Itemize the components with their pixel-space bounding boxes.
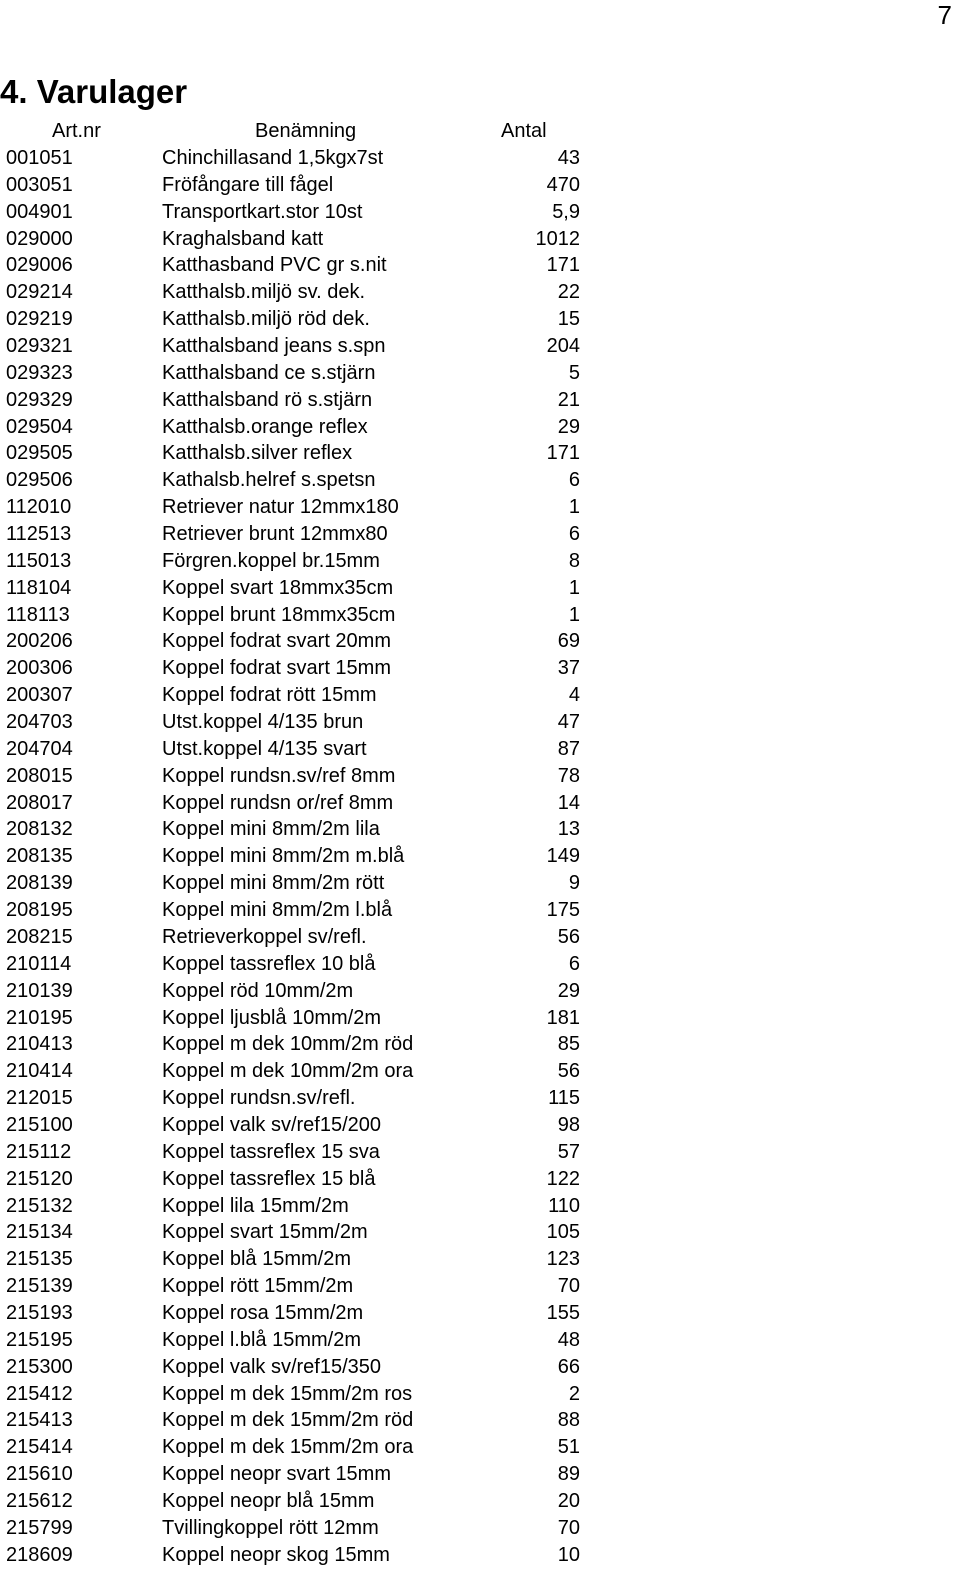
benamning-cell: Koppel mini 8mm/2m l.blå (162, 899, 393, 922)
table-row (0, 1542, 960, 1569)
benamning-cell: Koppel fodrat rött 15mm (162, 684, 377, 707)
antal-cell: 69 (557, 630, 580, 653)
artnr-cell: 210114 (6, 952, 72, 975)
table-row (0, 951, 960, 978)
benamning-cell: Koppel ljusblå 10mm/2m (162, 1006, 381, 1029)
antal-cell: 70 (557, 1516, 580, 1539)
artnr-cell: 112010 (6, 496, 72, 519)
artnr-cell: 208132 (6, 818, 73, 841)
column-header-benamning: Benämning (255, 120, 357, 142)
table-row (0, 1327, 960, 1354)
artnr-cell: 029219 (6, 308, 73, 331)
benamning-cell: Katthalsb.miljö sv. dek. (162, 281, 366, 304)
inventory-table (0, 145, 960, 1569)
table-row (0, 978, 960, 1005)
benamning-cell: Koppel neopr svart 15mm (162, 1463, 392, 1486)
page-number: 7 (937, 0, 952, 30)
benamning-cell: Retrieverkoppel sv/refl. (162, 925, 367, 948)
artnr-cell: 215300 (6, 1355, 73, 1378)
artnr-cell: 208139 (6, 872, 73, 895)
section-title: 4. Varulager (0, 73, 188, 110)
artnr-cell: 004901 (6, 200, 73, 223)
benamning-cell: Koppel l.blå 15mm/2m (162, 1328, 361, 1351)
benamning-cell: Retriever brunt 12mmx80 (162, 523, 388, 546)
antal-cell: 470 (546, 173, 580, 196)
benamning-cell: Katthalsband ce s.stjärn (162, 361, 376, 384)
benamning-cell: Koppel rosa 15mm/2m (162, 1301, 364, 1324)
table-row (0, 1166, 960, 1193)
benamning-cell: Katthasband PVC gr s.nit (162, 254, 387, 277)
antal-cell: 155 (546, 1301, 580, 1324)
antal-cell: 85 (557, 1033, 580, 1056)
benamning-cell: Koppel mini 8mm/2m rött (162, 872, 385, 895)
table-row (0, 1058, 960, 1085)
table-row (0, 1515, 960, 1542)
benamning-cell: Koppel brunt 18mmx35cm (162, 603, 396, 626)
column-header-artnr: Art.nr (52, 120, 101, 142)
table-row (0, 1434, 960, 1461)
artnr-cell: 204704 (6, 737, 73, 760)
benamning-cell: Retriever natur 12mmx180 (162, 496, 399, 519)
antal-cell: 149 (546, 845, 580, 868)
artnr-cell: 003051 (6, 173, 73, 196)
antal-cell: 14 (557, 791, 580, 814)
antal-cell: 10 (557, 1543, 580, 1566)
table-header (0, 118, 960, 145)
artnr-cell: 029321 (6, 335, 73, 358)
antal-cell: 87 (557, 737, 580, 760)
benamning-cell: Koppel m dek 15mm/2m ros (162, 1382, 413, 1405)
benamning-cell: Kraghalsband katt (162, 227, 324, 250)
benamning-cell: Fröfångare till fågel (162, 173, 334, 196)
table-row (0, 467, 960, 494)
table-row (0, 360, 960, 387)
table-row (0, 1085, 960, 1112)
antal-cell: 105 (546, 1221, 580, 1244)
table-row (0, 1005, 960, 1032)
table-row (0, 816, 960, 843)
artnr-cell: 208017 (6, 791, 73, 814)
artnr-cell: 029006 (6, 254, 73, 277)
antal-cell: 70 (557, 1275, 580, 1298)
antal-cell: 29 (557, 415, 580, 438)
artnr-cell: 029329 (6, 388, 73, 411)
table-row (0, 736, 960, 763)
benamning-cell: Katthalsb.silver reflex (162, 442, 353, 465)
artnr-cell: 215134 (6, 1221, 73, 1244)
artnr-cell: 029506 (6, 469, 73, 492)
antal-cell: 22 (557, 281, 580, 304)
benamning-cell: Transportkart.stor 10st (162, 200, 363, 223)
artnr-cell: 215139 (6, 1275, 73, 1298)
benamning-cell: Katthalsb.miljö röd dek. (162, 308, 370, 331)
benamning-cell: Koppel fodrat svart 20mm (162, 630, 391, 653)
artnr-cell: 204703 (6, 711, 73, 734)
table-row (0, 1381, 960, 1408)
table-row (0, 1488, 960, 1515)
table-row (0, 1219, 960, 1246)
antal-cell: 29 (557, 979, 580, 1002)
benamning-cell: Koppel fodrat svart 15mm (162, 657, 391, 680)
table-row (0, 333, 960, 360)
artnr-cell: 218609 (6, 1543, 73, 1566)
benamning-cell: Koppel blå 15mm/2m (162, 1248, 351, 1271)
table-row (0, 252, 960, 279)
benamning-cell: Koppel neopr blå 15mm (162, 1489, 375, 1512)
table-row (0, 1139, 960, 1166)
benamning-cell: Förgren.koppel br.15mm (162, 549, 380, 572)
antal-cell: 37 (557, 657, 580, 680)
benamning-cell: Koppel mini 8mm/2m lila (162, 818, 380, 841)
table-row (0, 1407, 960, 1434)
antal-cell: 20 (557, 1489, 580, 1512)
antal-cell: 5,9 (552, 200, 580, 223)
antal-cell: 9 (568, 872, 580, 895)
antal-cell: 1 (568, 496, 580, 519)
benamning-cell: Koppel m dek 15mm/2m ora (162, 1436, 414, 1459)
antal-cell: 56 (557, 1060, 580, 1083)
table-row (0, 548, 960, 575)
artnr-cell: 215100 (6, 1113, 73, 1136)
table-row (0, 1193, 960, 1220)
antal-cell: 89 (557, 1463, 580, 1486)
antal-cell: 171 (546, 254, 580, 277)
artnr-cell: 200307 (6, 684, 73, 707)
table-row (0, 1354, 960, 1381)
table-row (0, 1112, 960, 1139)
benamning-cell: Chinchillasand 1,5kgx7st (162, 147, 384, 169)
table-row (0, 414, 960, 441)
antal-cell: 2 (568, 1382, 580, 1405)
table-row (0, 575, 960, 602)
benamning-cell: Katthalsb.orange reflex (162, 415, 368, 438)
antal-cell: 48 (557, 1328, 580, 1351)
benamning-cell: Utst.koppel 4/135 svart (162, 737, 367, 760)
benamning-cell: Katthalsband jeans s.spn (162, 335, 386, 358)
artnr-cell: 208195 (6, 899, 73, 922)
table-row (0, 226, 960, 253)
table-row (0, 843, 960, 870)
benamning-cell: Koppel valk sv/ref15/200 (162, 1113, 382, 1136)
benamning-cell: Koppel tassreflex 15 blå (162, 1167, 376, 1190)
antal-cell: 21 (557, 388, 580, 411)
antal-cell: 57 (557, 1140, 580, 1163)
benamning-cell: Koppel rundsn or/ref 8mm (162, 791, 394, 814)
antal-cell: 13 (557, 818, 580, 841)
benamning-cell: Koppel rött 15mm/2m (162, 1275, 354, 1298)
artnr-cell: 208135 (6, 845, 73, 868)
benamning-cell: Koppel m dek 10mm/2m röd (162, 1033, 414, 1056)
antal-cell: 171 (546, 442, 580, 465)
artnr-cell: 115013 (6, 549, 72, 572)
artnr-cell: 200306 (6, 657, 73, 680)
artnr-cell: 210413 (6, 1033, 73, 1056)
artnr-cell: 118113 (6, 603, 70, 626)
table-row (0, 1461, 960, 1488)
antal-cell: 51 (557, 1436, 580, 1459)
artnr-cell: 210195 (6, 1006, 73, 1029)
table-row (0, 279, 960, 306)
artnr-cell: 215120 (6, 1167, 73, 1190)
antal-cell: 175 (546, 899, 580, 922)
benamning-cell: Tvillingkoppel rött 12mm (162, 1516, 379, 1539)
benamning-cell: Koppel tassreflex 10 blå (162, 952, 376, 975)
artnr-cell: 118104 (6, 576, 72, 599)
antal-cell: 6 (568, 469, 580, 492)
table-row (0, 172, 960, 199)
table-row (0, 709, 960, 736)
benamning-cell: Koppel röd 10mm/2m (162, 979, 354, 1002)
antal-cell: 115 (548, 1087, 580, 1110)
table-row (0, 1031, 960, 1058)
table-row (0, 870, 960, 897)
artnr-cell: 215195 (6, 1328, 73, 1351)
antal-cell: 123 (546, 1248, 580, 1271)
table-row (0, 628, 960, 655)
table-row (0, 682, 960, 709)
table-row (0, 199, 960, 226)
antal-cell: 6 (568, 523, 580, 546)
table-row (0, 897, 960, 924)
artnr-cell: 029214 (6, 281, 73, 304)
antal-cell: 78 (557, 764, 580, 787)
antal-cell: 204 (546, 335, 580, 358)
antal-cell: 66 (557, 1355, 580, 1378)
benamning-cell: Koppel tassreflex 15 sva (162, 1140, 380, 1163)
artnr-cell: 212015 (6, 1087, 73, 1110)
benamning-cell: Koppel svart 15mm/2m (162, 1221, 368, 1244)
artnr-cell: 215610 (6, 1463, 73, 1486)
table-row (0, 1273, 960, 1300)
artnr-cell: 215193 (6, 1301, 73, 1324)
antal-cell: 110 (548, 1194, 580, 1217)
antal-cell: 4 (568, 684, 580, 707)
antal-cell: 122 (546, 1167, 580, 1190)
artnr-cell: 208215 (6, 925, 73, 948)
table-row (0, 521, 960, 548)
benamning-cell: Koppel neopr skog 15mm (162, 1543, 390, 1566)
benamning-cell: Koppel rundsn.sv/refl. (162, 1087, 356, 1110)
benamning-cell: Koppel lila 15mm/2m (162, 1194, 349, 1217)
antal-cell: 47 (557, 711, 580, 734)
artnr-cell: 001051 (6, 147, 73, 169)
artnr-cell: 215132 (6, 1194, 73, 1217)
benamning-cell: Koppel valk sv/ref15/350 (162, 1355, 382, 1378)
table-row (0, 763, 960, 790)
artnr-cell: 215135 (6, 1248, 73, 1271)
artnr-cell: 215414 (6, 1436, 73, 1459)
artnr-cell: 112513 (6, 523, 72, 546)
antal-cell: 5 (568, 361, 580, 384)
column-header-antal: Antal (501, 120, 547, 142)
artnr-cell: 029505 (6, 442, 73, 465)
artnr-cell: 210414 (6, 1060, 73, 1083)
table-row (0, 1300, 960, 1327)
antal-cell: 88 (557, 1409, 580, 1432)
antal-cell: 1 (568, 576, 580, 599)
artnr-cell: 029323 (6, 361, 73, 384)
artnr-cell: 215799 (6, 1516, 73, 1539)
artnr-cell: 029504 (6, 415, 73, 438)
table-row (0, 306, 960, 333)
artnr-cell: 215413 (6, 1409, 73, 1432)
benamning-cell: Utst.koppel 4/135 brun (162, 711, 364, 734)
antal-cell: 1012 (535, 227, 580, 250)
table-row (0, 145, 960, 172)
table-row (0, 924, 960, 951)
antal-cell: 1 (568, 603, 580, 626)
benamning-cell: Koppel m dek 10mm/2m ora (162, 1060, 414, 1083)
table-row (0, 602, 960, 629)
antal-cell: 15 (557, 308, 580, 331)
antal-cell: 56 (557, 925, 580, 948)
artnr-cell: 215412 (6, 1382, 73, 1405)
artnr-cell: 208015 (6, 764, 73, 787)
artnr-cell: 200206 (6, 630, 73, 653)
table-row (0, 387, 960, 414)
table-row (0, 440, 960, 467)
antal-cell: 98 (557, 1113, 580, 1136)
artnr-cell: 210139 (6, 979, 73, 1002)
antal-cell: 6 (568, 952, 580, 975)
benamning-cell: Kathalsb.helref s.spetsn (162, 469, 376, 492)
benamning-cell: Koppel m dek 15mm/2m röd (162, 1409, 414, 1432)
benamning-cell: Koppel mini 8mm/2m m.blå (162, 845, 405, 868)
benamning-cell: Koppel svart 18mmx35cm (162, 576, 394, 599)
table-row (0, 494, 960, 521)
table-row (0, 790, 960, 817)
artnr-cell: 215112 (6, 1140, 72, 1163)
table-row (0, 1246, 960, 1273)
artnr-cell: 029000 (6, 227, 73, 250)
antal-cell: 181 (546, 1006, 580, 1029)
benamning-cell: Koppel rundsn.sv/ref 8mm (162, 764, 396, 787)
antal-cell: 43 (557, 147, 580, 169)
table-row (0, 655, 960, 682)
antal-cell: 8 (568, 549, 580, 572)
benamning-cell: Katthalsband rö s.stjärn (162, 388, 373, 411)
artnr-cell: 215612 (6, 1489, 73, 1512)
